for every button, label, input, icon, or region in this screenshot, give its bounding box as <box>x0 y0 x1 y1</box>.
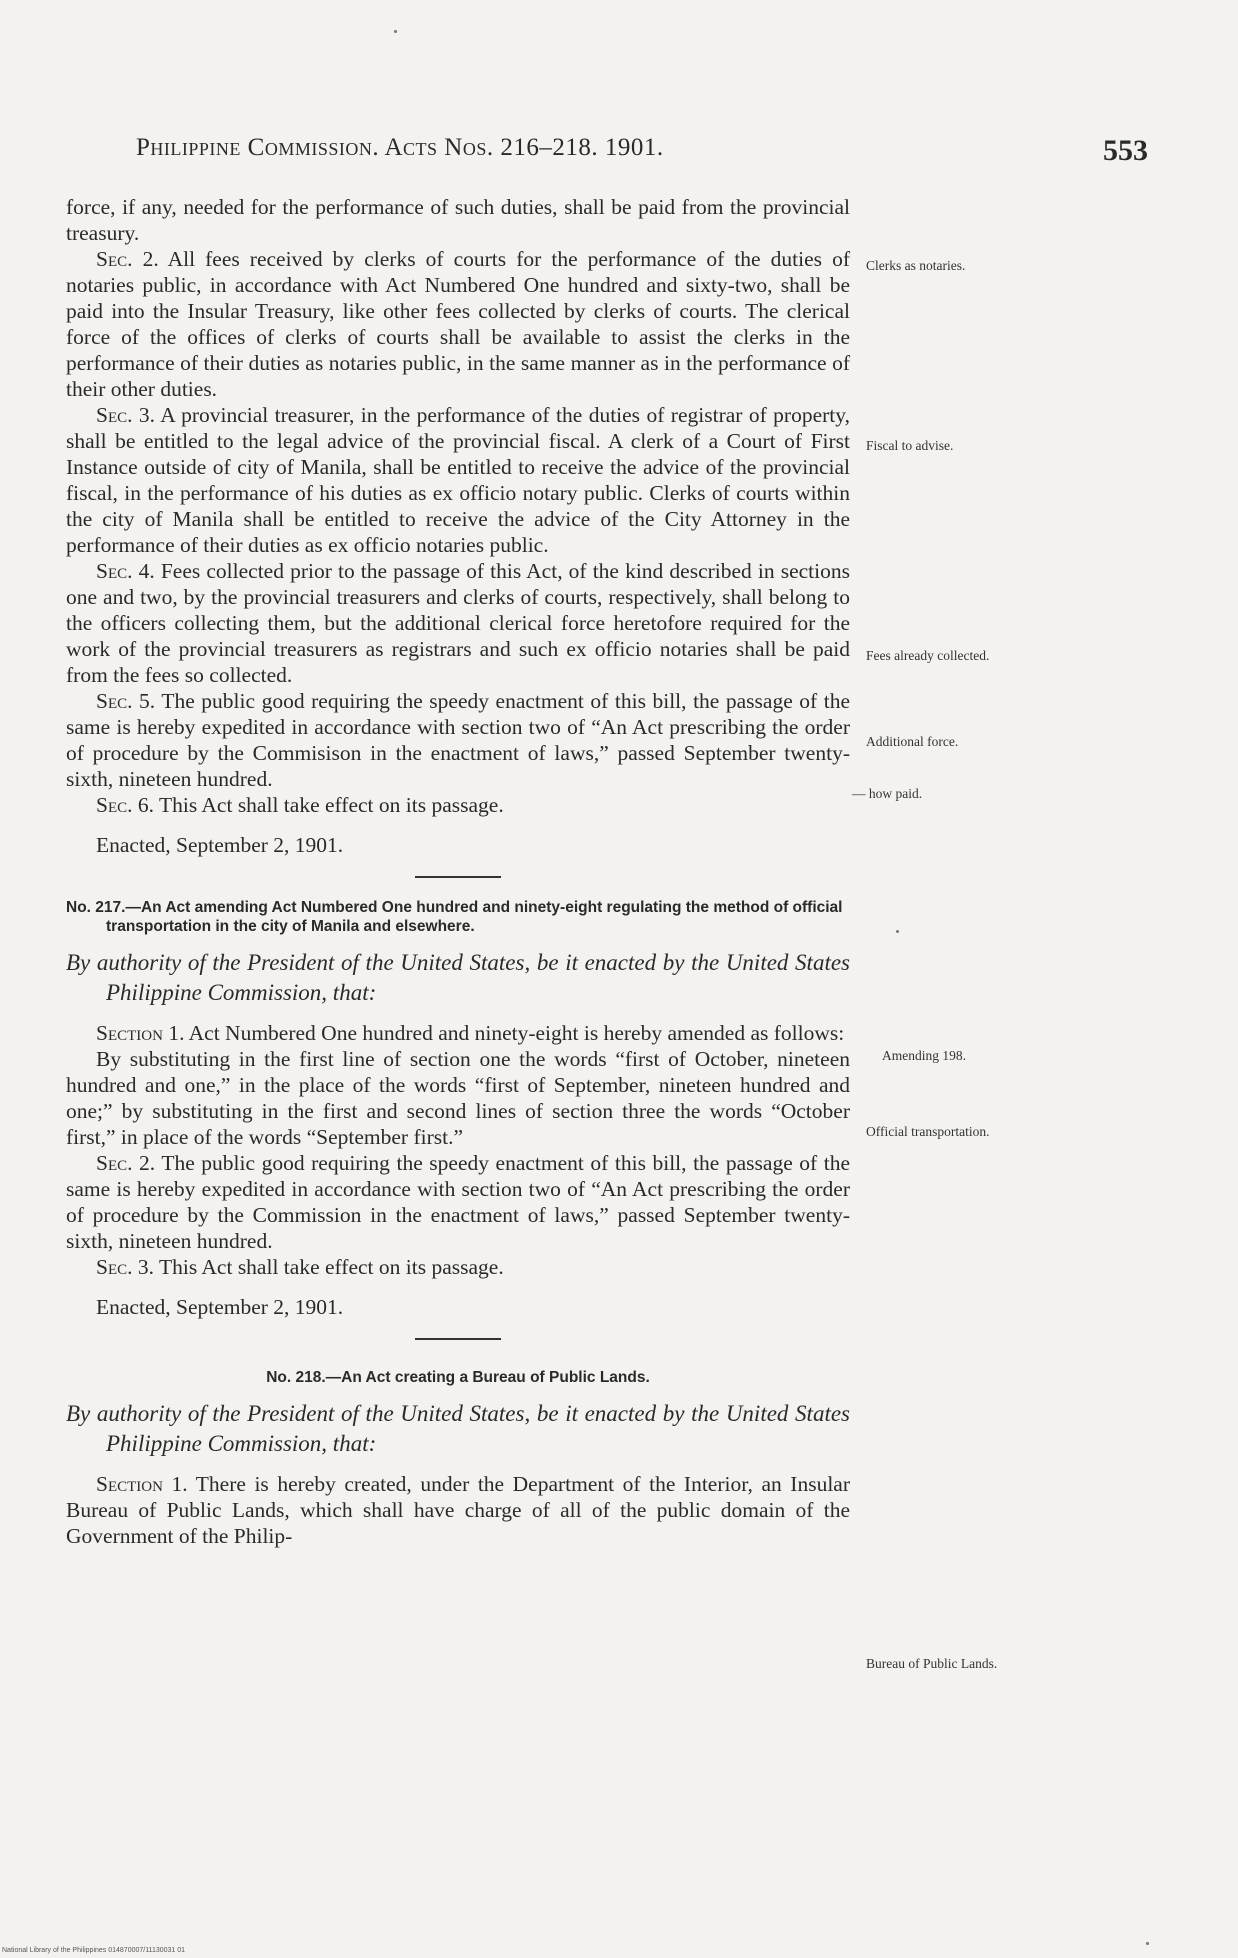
running-head: Philippine Commission. Acts Nos. 216–218. 1901. <box>136 134 664 161</box>
margin-note-how-paid: — how paid. <box>852 786 923 801</box>
act-217-amendment-text: By substituting in the first line of section one the words “first of October, nineteen hundred and one,” in the place of the words “first of September, nineteen hundred and one;” by substituting in the first and second lines of section three the words “October first,” in place of the words “September first.” <box>66 1047 850 1149</box>
section-6-paragraph <box>66 792 850 818</box>
margin-note-amending-198: Amending 198. <box>882 1048 966 1063</box>
section-divider <box>415 876 501 878</box>
margin-note-clerks-notaries: Clerks as notaries. <box>866 258 966 273</box>
section-3-paragraph <box>66 402 850 558</box>
section-2-paragraph <box>66 246 850 402</box>
paper-speck <box>896 930 899 933</box>
act-217-section-2 <box>66 1150 850 1254</box>
section-text: All fees received by clerks of courts for the performance of the duties of notaries public, in accordance with Act Numbered One hundred and sixty-two, shall be paid into the Insular Treasury, like other fees collected by clerks of courts. The clerical force of the offices of clerks of courts shall be available to assist the clerks in the performance of their duties as notaries public, in the same manner as in the performance of their other duties. <box>66 247 850 401</box>
paragraph-continuation: force, if any, needed for the performance of such duties, shall be paid from the provincial treasury. <box>66 195 850 245</box>
margin-note-bureau-public-lands: Bureau of Public Lands. <box>866 1656 998 1671</box>
enacted-date: Enacted, September 2, 1901. <box>96 833 344 857</box>
section-label: Section 1. <box>96 1472 188 1496</box>
paper-speck <box>394 30 397 33</box>
page-header <box>0 128 1238 168</box>
margin-note-fees-collected: Fees already collected. <box>866 648 990 663</box>
section-text: A provincial treasurer, in the performance of the duties of registrar of property, shall be entitled to the legal advice of the provincial fiscal. A clerk of a Court of First Instance outside of city of Manila, shall be entitled to receive the advice of the provincial fiscal, in the performance of his duties as ex officio notary public. Clerks of courts within the city of Manila shall be entitled to receive the advice of the City Attorney in the performance of their duties as ex officio notaries public. <box>66 403 850 557</box>
section-label: Sec. 5. <box>96 689 156 713</box>
page-number: 553 <box>1103 134 1148 167</box>
act-217-section-1 <box>66 1020 850 1046</box>
section-label: Sec. 6. <box>96 793 154 817</box>
paper-speck <box>1146 1942 1149 1945</box>
section-text: Act Numbered One hundred and ninety-eight is hereby amended as follows: <box>184 1021 845 1045</box>
section-5-paragraph <box>66 688 850 792</box>
section-label: Sec. 2. <box>96 1151 156 1175</box>
act-217-section-3 <box>66 1254 850 1280</box>
enacting-clause: By authority of the President of the United States, be it enacted by the United States Philippine Commission, that: <box>66 950 850 1005</box>
section-text: The public good requiring the speedy enactment of this bill, the passage of the same is hereby expedited in accordance with section two of “An Act prescribing the order of procedure by the Commission in the enactment of laws,” passed September twenty-sixth, nineteen hundred. <box>66 1151 851 1253</box>
section-label: Sec. 3. <box>96 1255 154 1279</box>
section-text: Fees collected prior to the passage of this Act, of the kind described in sections one and two, by the provincial treasurers and clerks of courts, respectively, shall belong to the officers collecting them, but the additional clerical force heretofore required for the work of the provincial treasurers as registrars and such ex officio notaries shall be paid from the fees so collected. <box>66 559 850 687</box>
section-4-paragraph <box>66 558 850 688</box>
section-label: Section 1. <box>96 1021 185 1045</box>
enacted-date: Enacted, September 2, 1901. <box>96 1295 344 1319</box>
section-divider <box>415 1338 501 1340</box>
section-text: The public good requiring the speedy enactment of this bill, the passage of the same is hereby expedited in accordance with section two of “An Act prescribing the order of procedure by the Commisison in the enactment of laws,” passed September twenty-sixth, nineteen hundred. <box>66 689 851 791</box>
act-218-title: No. 218.—An Act creating a Bureau of Public Lands. <box>266 1369 650 1386</box>
section-text: There is hereby created, under the Department of the Interior, an Insular Bureau of Public Lands, which shall have charge of all of the public domain of the Government of the Philip- <box>66 1472 850 1548</box>
section-label: Sec. 2. <box>96 247 159 271</box>
enacting-clause: By authority of the President of the United States, be it enacted by the United States Philippine Commission, that: <box>66 1401 850 1456</box>
section-text: This Act shall take effect on its passage. <box>154 1255 504 1279</box>
body-text <box>66 194 850 1549</box>
section-text: This Act shall take effect on its passage. <box>154 793 504 817</box>
act-217-title: No. 217.—An Act amending Act Numbered One hundred and ninety-eight regulating the method of official transportation in the city of Manila and elsewhere. <box>66 899 843 935</box>
act-218-section-1 <box>66 1471 850 1549</box>
margin-note-fiscal-advise: Fiscal to advise. <box>866 438 954 453</box>
margin-note-additional-force: Additional force. <box>866 734 959 749</box>
section-label: Sec. 3. <box>96 403 156 427</box>
archive-stamp: National Library of the Philippines 014870007/11130031 01 <box>2 1947 186 1954</box>
margin-note-official-transportation: Official transportation. <box>866 1124 990 1139</box>
section-label: Sec. 4. <box>96 559 155 583</box>
